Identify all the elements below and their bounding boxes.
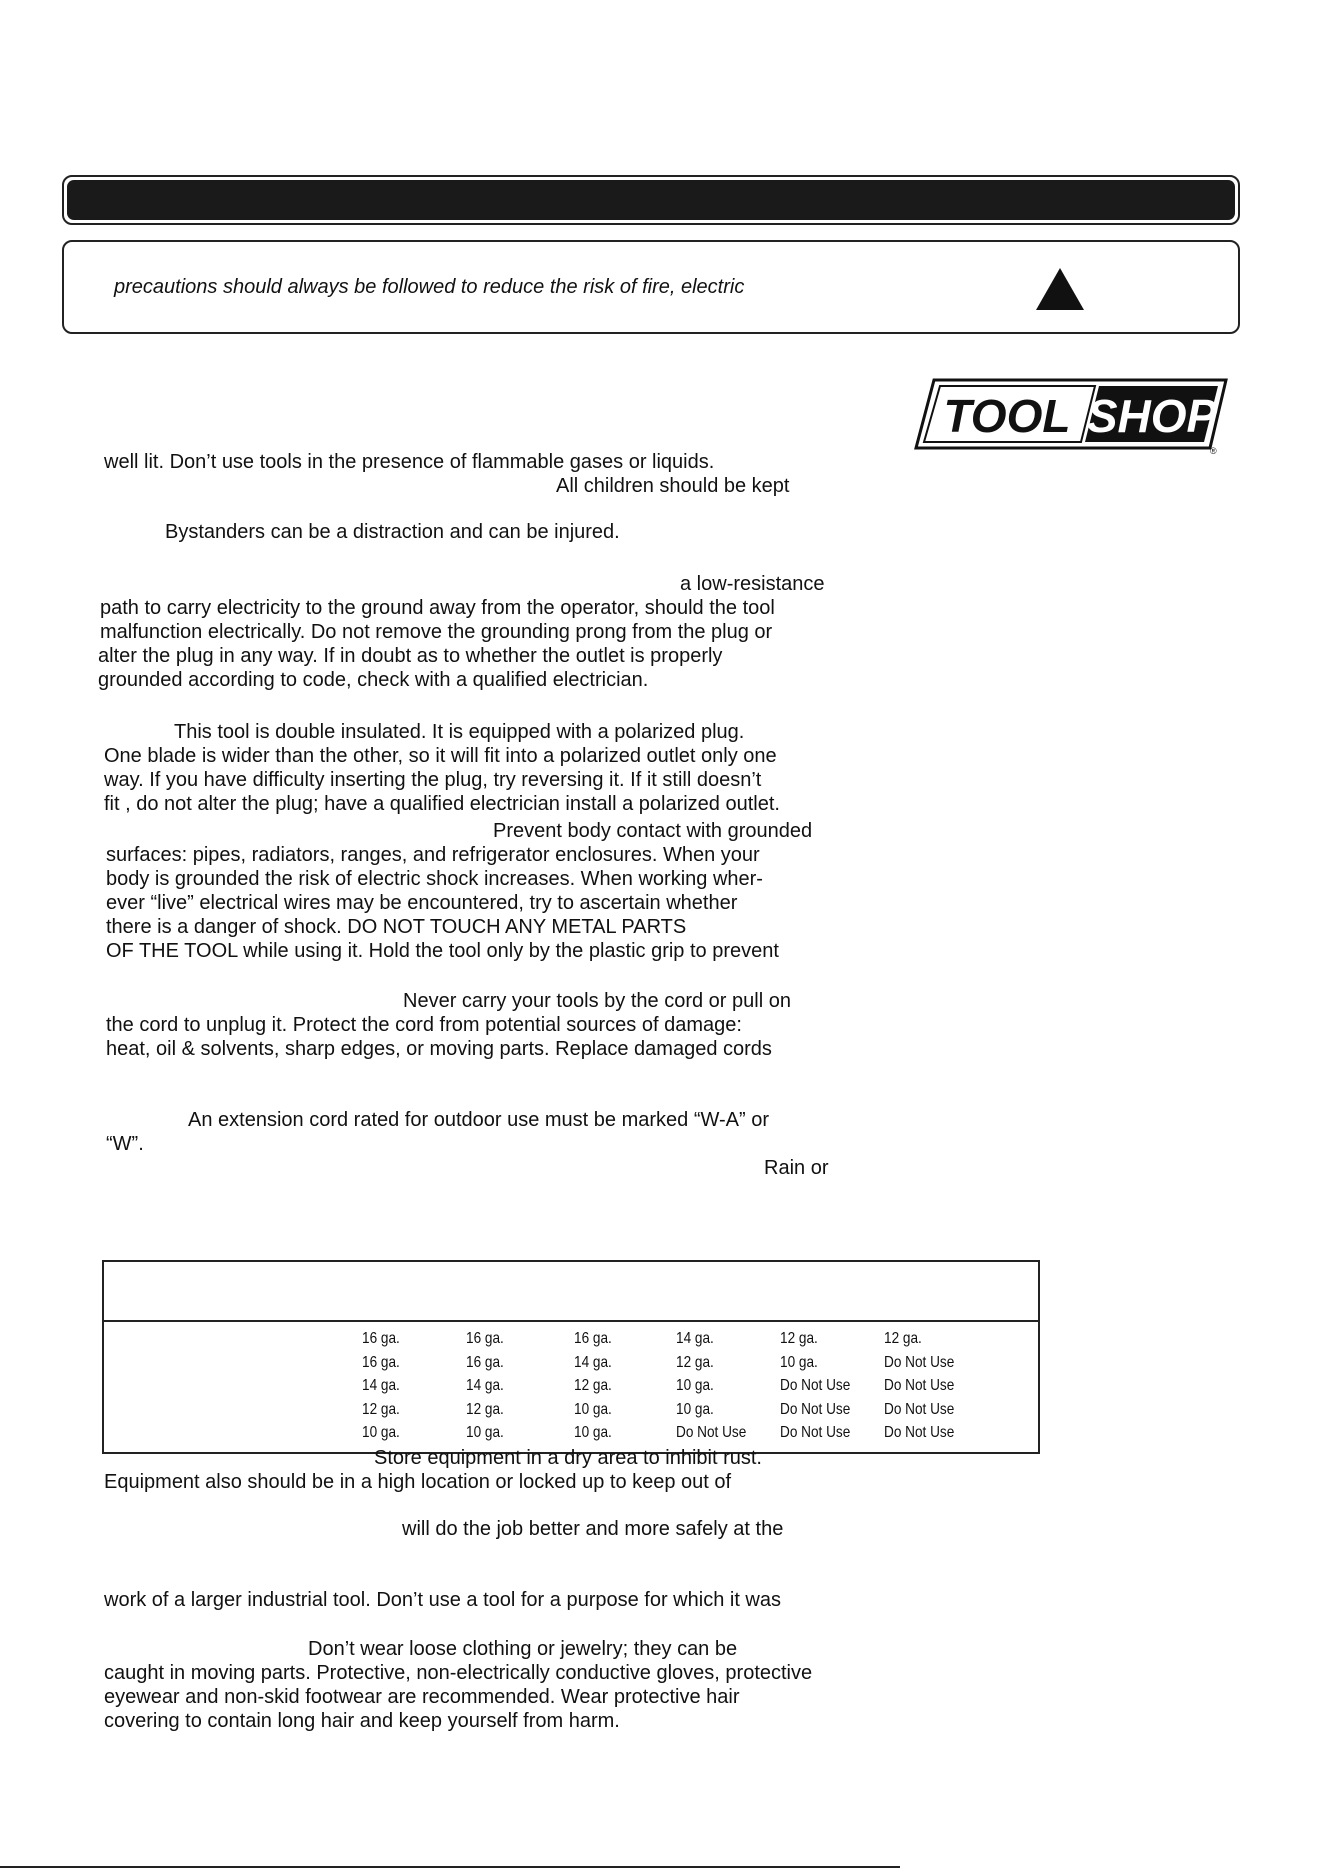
body-line: Prevent body contact with grounded	[493, 820, 813, 842]
warning-triangle-icon	[1034, 266, 1086, 312]
body-line: body is grounded the risk of electric shock increases. When working wher-	[106, 868, 763, 890]
body-line: caught in moving parts. Protective, non-electrically conductive gloves, protective	[104, 1662, 813, 1684]
section-title-banner	[62, 175, 1240, 225]
table-cell: 14 ga.	[676, 1330, 714, 1347]
body-line: work of a larger industrial tool. Don’t use a tool for a purpose for which it was	[104, 1589, 781, 1611]
body-line: there is a danger of shock. DO NOT TOUCH ANY METAL PARTS	[106, 916, 687, 938]
body-line: will do the job better and more safely at the	[402, 1518, 784, 1540]
table-cell: 16 ga.	[574, 1330, 612, 1347]
registered-mark: ®	[1210, 446, 1217, 456]
table-cell: 10 ga.	[676, 1377, 714, 1394]
tool-shop-logo	[912, 376, 1232, 456]
body-line: Don’t wear loose clothing or jewelry; they can be	[308, 1638, 738, 1660]
table-cell: 10 ga.	[780, 1353, 818, 1371]
body-line: OF THE TOOL while using it. Hold the tool only by the plastic grip to prevent	[106, 940, 779, 962]
table-cell: 10 ga.	[362, 1424, 400, 1441]
table-cell: 16 ga.	[362, 1353, 400, 1371]
body-line: heat, oil & solvents, sharp edges, or moving parts. Replace damaged cords	[106, 1038, 772, 1060]
table-cell: 12 ga.	[780, 1330, 818, 1347]
section-title-bar	[67, 180, 1235, 220]
table-cell: Do Not Use	[884, 1353, 955, 1371]
body-line: surfaces: pipes, radiators, ranges, and refrigerator enclosures. When your	[106, 844, 760, 866]
table-cell: 12 ga.	[466, 1400, 504, 1418]
table-cell: 10 ga.	[574, 1400, 612, 1418]
body-line: a low-resistance	[680, 573, 825, 595]
table-cell: Do Not Use	[780, 1400, 851, 1418]
logo-part1: TOOL	[943, 390, 1071, 442]
body-line: Never carry your tools by the cord or pull on	[403, 990, 791, 1012]
body-line: Equipment also should be in a high location or locked up to keep out of	[104, 1471, 732, 1493]
table-cell: Do Not Use	[780, 1424, 851, 1441]
table-cell: Do Not Use	[884, 1377, 955, 1394]
body-line: Store equipment in a dry area to inhibit rust.	[374, 1447, 762, 1469]
table-cell: Do Not Use	[884, 1424, 955, 1441]
table-cell: Do Not Use	[676, 1424, 747, 1441]
extension-cord-gauge-table	[102, 1260, 1040, 1454]
body-line: “W”.	[106, 1133, 144, 1155]
table-cell: 16 ga.	[466, 1353, 504, 1371]
table-cell: 16 ga.	[362, 1330, 400, 1347]
body-line: fit , do not alter the plug; have a qualified electrician install a polarized outlet.	[104, 793, 780, 815]
table-cell: Do Not Use	[780, 1377, 851, 1394]
body-line: ever “live” electrical wires may be encountered, try to ascertain whether	[106, 892, 738, 914]
body-line: alter the plug in any way. If in doubt as to whether the outlet is properly	[98, 645, 723, 667]
table-cell: 14 ga.	[574, 1353, 612, 1371]
warning-text: precautions should always be followed to reduce the risk of fire, electric	[114, 276, 745, 298]
table-cell: 16 ga.	[466, 1330, 504, 1347]
body-line: the cord to unplug it. Protect the cord from potential sources of damage:	[106, 1014, 742, 1036]
logo-part2: SHOP	[1086, 390, 1218, 442]
table-cell: 10 ga.	[676, 1400, 714, 1418]
body-line: All children should be kept	[556, 475, 790, 497]
body-line: malfunction electrically. Do not remove the grounding prong from the plug or	[100, 621, 773, 643]
body-line: Rain or	[764, 1157, 829, 1179]
body-line: This tool is double insulated. It is equipped with a polarized plug.	[174, 721, 745, 743]
safety-warning-box	[62, 240, 1240, 334]
body-line: covering to contain long hair and keep yourself from harm.	[104, 1710, 620, 1732]
body-line: grounded according to code, check with a qualified electrician.	[98, 669, 649, 691]
table-cell: 12 ga.	[362, 1400, 400, 1418]
body-line: well lit. Don’t use tools in the presence of flammable gases or liquids.	[104, 451, 715, 473]
body-line: path to carry electricity to the ground away from the operator, should the tool	[100, 597, 775, 619]
body-line: One blade is wider than the other, so it will fit into a polarized outlet only one	[104, 745, 777, 767]
table-cell: 12 ga.	[884, 1330, 922, 1347]
table-cell: 12 ga.	[676, 1353, 714, 1371]
table-cell: 10 ga.	[466, 1424, 504, 1441]
table-cell: 14 ga.	[362, 1377, 400, 1394]
body-line: eyewear and non-skid footwear are recommended. Wear protective hair	[104, 1686, 740, 1708]
table-cell: 14 ga.	[466, 1377, 504, 1394]
body-line: way. If you have difficulty inserting the plug, try reversing it. If it still doesn’t	[104, 769, 762, 791]
body-line: An extension cord rated for outdoor use must be marked “W-A” or	[188, 1109, 770, 1131]
table-cell: 10 ga.	[574, 1424, 612, 1441]
body-line: Bystanders can be a distraction and can be injured.	[165, 521, 620, 543]
table-cell: Do Not Use	[884, 1400, 955, 1418]
table-cell: 12 ga.	[574, 1377, 612, 1394]
footer-rule	[0, 1866, 900, 1868]
table-header	[104, 1262, 1038, 1322]
